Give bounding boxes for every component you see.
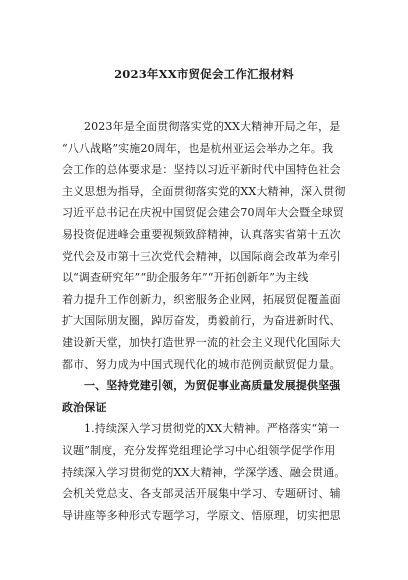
section-heading: 一、坚持党建引领，为贸促事业高质量发展提供坚强 — [84, 379, 341, 393]
paragraph-line: 会机关党总支、各支部灵活开展集中学习、专题研讨、辅 — [62, 487, 341, 501]
paragraph-line: “八八战略”实施20周年，也是杭州亚运会举办之年。我 — [62, 141, 334, 155]
paragraph-line: 持续深入学习贯彻党的XX大精神，学深学透、融会贯通。 — [62, 465, 346, 479]
paragraph-line: 主义思想为指导，全面贯彻落实党的XX大精神，深入贯彻 — [62, 184, 346, 198]
paragraph-line: 扩大国际朋友圈，踔厉奋发，勇毅前行，为奋进新时代、 — [62, 314, 341, 328]
paragraph-line: 会工作的总体要求是：坚持以习近平新时代中国特色社会 — [62, 163, 341, 177]
paragraph-line: 2023年是全面贯彻落实党的XX大精神开局之年，是 — [84, 120, 341, 133]
document-body — [62, 116, 350, 526]
paragraph-line: 议题”制度，充分发挥党组理论学习中心组领学促学作用 — [62, 443, 336, 457]
paragraph-line: 以“调查研究年”“助企服务年”“开拓创新年”为主线 — [62, 271, 309, 285]
paragraph-line: 党代会及市第十三次党代会精神，以国际商会改革为牵引 — [62, 249, 341, 263]
paragraph-line: 1.持续深入学习贯彻党的XX大精神。严格落实“第一 — [84, 422, 340, 436]
paragraph-line: 导讲座等多种形式专题学习，学原文、悟原理，切实把思 — [62, 508, 341, 522]
paragraph-line: 习近平总书记在庆祝中国贸促会建会70周年大会暨全球贸 — [62, 206, 344, 220]
paragraph-line: 建设新天堂，加快打造世界一流的社会主义现代化国际大 — [62, 335, 341, 349]
paragraph-line: 着力提升工作创新力，织密服务企业网，拓展贸促覆盖面 — [62, 292, 341, 306]
section-heading: 政治保证 — [62, 400, 107, 414]
document-title: 2023年XX市贸促会工作汇报材料 — [114, 67, 294, 81]
paragraph-line: 易投资促进峰会重要视频致辞精神，认真落实省第十五次 — [62, 227, 341, 241]
paragraph-line: 都市、努力成为中国式现代化的城市范例贡献贸促力量。 — [62, 357, 341, 371]
